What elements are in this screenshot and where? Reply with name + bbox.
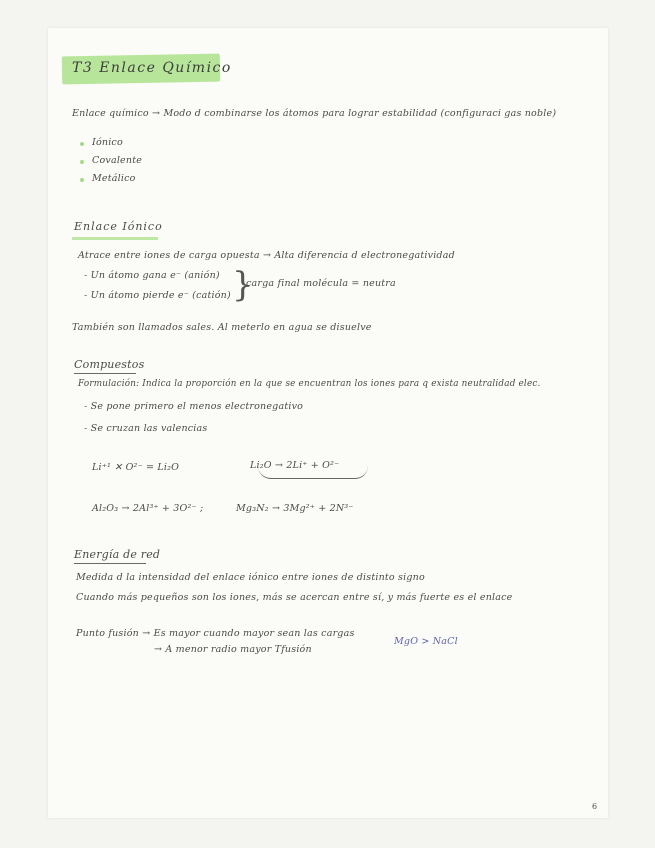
- page-title: T3 Enlace Químico: [72, 60, 232, 76]
- ionic-salts-note: También son llamados sales. Al meterlo en agua se disuelve: [72, 322, 372, 333]
- comparison-mgo-nacl: MgO > NaCl: [394, 636, 458, 647]
- compuestos-bullet-2: - Se cruzan las valencias: [84, 423, 208, 434]
- intro-item-metalico: Metálico: [92, 173, 136, 184]
- compuestos-bullet-1: - Se pone primero el menos electronegativo: [84, 401, 304, 412]
- ionic-definition: Atrace entre iones de carga opuesta → Alta diferencia d electronegatividad: [78, 250, 455, 261]
- ionic-bullet-anion: - Un átomo gana e⁻ (anión): [84, 270, 220, 281]
- intro-item-ionico: Iónico: [92, 137, 123, 148]
- brace-note: carga final molécula = neutra: [246, 278, 396, 289]
- heading-underline: [74, 563, 146, 564]
- section-heading-compuestos: Compuestos: [74, 358, 145, 371]
- formulation-text: Formulación: Indica la proporción en la que se encuentran los iones para q exista neutralidad elec.: [78, 379, 541, 389]
- example-li2o-dissociation: Li₂O → 2Li⁺ + O²⁻: [250, 460, 340, 471]
- bullet-dot: [80, 142, 84, 146]
- heading-underline: [74, 373, 136, 374]
- example-al2o3: Al₂O₃ → 2Al³⁺ + 3O²⁻ ;: [92, 503, 204, 514]
- example-mg3n2: Mg₃N₂ → 3Mg²⁺ + 2N³⁻: [236, 503, 354, 514]
- intro-definition: Enlace químico → Modo d combinarse los átomos para lograr estabilidad (configuraci gas noble): [72, 108, 557, 119]
- bullet-dot: [80, 178, 84, 182]
- ionic-bullet-cation: - Un átomo pierde e⁻ (catión): [84, 290, 231, 301]
- curly-brace: }: [232, 265, 254, 305]
- bracket-arc: [258, 466, 368, 479]
- fusion-point-line1: Punto fusión → Es mayor cuando mayor sean las cargas: [76, 628, 355, 639]
- heading-underline: [72, 237, 158, 240]
- energia-ion-size: Cuando más pequeños son los iones, más se acercan entre sí, y más fuerte es el enlace: [76, 592, 513, 603]
- section-heading-energia: Energía de red: [74, 548, 161, 561]
- intro-item-covalente: Covalente: [92, 155, 143, 166]
- energia-definition: Medida d la intensidad del enlace iónico entre iones de distinto signo: [76, 572, 425, 583]
- section-heading-ionic: Enlace Iónico: [74, 220, 163, 233]
- fusion-point-line2: → A menor radio mayor Tfusión: [154, 644, 312, 655]
- bullet-dot: [80, 160, 84, 164]
- example-li2o-crossing: Li⁺¹ ✕ O²⁻ = Li₂O: [92, 462, 180, 473]
- page-number: 6: [592, 802, 598, 811]
